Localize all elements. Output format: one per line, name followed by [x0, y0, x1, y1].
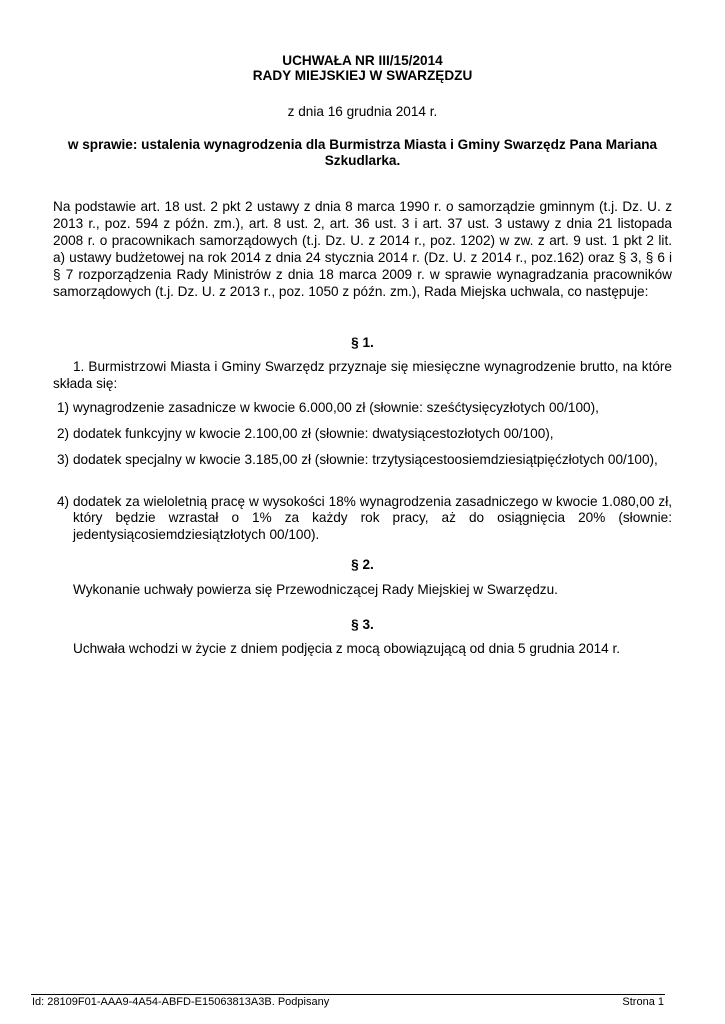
resolution-number: UCHWAŁA NR III/15/2014	[282, 53, 443, 68]
resolution-subject: w sprawie: ustalenia wynagrodzenia dla Burmistrza Miasta i Gminy Swarzędz Pana Mariana Szkudlarka.	[67, 137, 658, 168]
section-2-heading: § 2.	[351, 557, 374, 572]
list-item-text: dodatek za wieloletnią pracę w wysokości 18% wynagrodzenia zasadniczego w kwocie 1.080,00 zł, który będzie wzrastał o 1% za każdy rok pracy, aż do osiągnięcia 20% (słownie: jedentysiącosiemdziesiątzłotych 00/100).	[73, 494, 672, 542]
list-item	[53, 494, 672, 544]
list-item-text: dodatek funkcyjny w kwocie 2.100,00 zł (słownie: dwatysiącestozłotych 00/100),	[73, 426, 554, 441]
section-1-paragraph: 1. Burmistrzowi Miasta i Gminy Swarzędz przyznaje się miesięczne wynagrodzenie brutto, na które składa się:	[53, 359, 672, 391]
council-name: RADY MIEJSKIEJ W SWARZĘDZU	[252, 68, 473, 83]
list-item-text: dodatek specjalny w kwocie 3.185,00 zł (słownie: trzytysiącestoosiemdziesiątpięćzłotych 00/100),	[73, 452, 658, 467]
footer-document-id: Id: 28109F01-AAA9-4A54-ABFD-E15063813A3B. Podpisany	[32, 996, 330, 1008]
section-3-heading: § 3.	[351, 617, 374, 632]
list-item-number: 2)	[57, 426, 70, 441]
resolution-date: z dnia 16 grudnia 2014 r.	[287, 104, 438, 119]
legal-basis-paragraph: Na podstawie art. 18 ust. 2 pkt 2 ustawy z dnia 8 marca 1990 r. o samorządzie gminnym (t.j. Dz. U. z 2013 r., poz. 594 z późn. zm.), art. 8 ust. 2, art. 36 ust. 3 i art. 37 ust. 3 ustawy z dnia 21 listopada 2008 r. o pracownikach samorządowych (t.j. Dz. U. z 2014 r., poz. 1202) w zw. z art. 9 ust. 1 pkt 2 lit. a) ustawy budżetowej na rok 2014 z dnia 24 stycznia 2014 r. (Dz. U. z 2014 r., poz.162) oraz § 3, § 6 i § 7 rozporządzenia Rady Ministrów z dnia 18 marca 2009 r. w sprawie wynagradzania pracowników samorządowych (t.j. Dz. U. z 2013 r., poz. 1050 z późn. zm.), Rada Miejska uchwala, co następuje:	[53, 199, 672, 299]
list-item	[53, 400, 672, 426]
list-item-number: 1)	[57, 400, 70, 415]
footer-page-number: Strona 1	[622, 996, 664, 1008]
section-2-text: Wykonanie uchwały powierza się Przewodniczącej Rady Miejskiej w Swarzędzu.	[73, 582, 558, 597]
salary-components-list	[53, 400, 672, 544]
list-item-number: 3)	[57, 452, 70, 467]
footer-divider	[31, 994, 665, 995]
list-item-number: 4)	[57, 494, 70, 509]
section-3-text: Uchwała wchodzi w życie z dniem podjęcia z mocą obowiązującą od dnia 5 grudnia 2014 r.	[73, 641, 621, 656]
list-item-text: wynagrodzenie zasadnicze w kwocie 6.000,00 zł (słownie: sześćtysięcyzłotych 00/100),	[73, 400, 599, 415]
section-1-heading: § 1.	[351, 335, 374, 350]
list-item	[53, 426, 672, 452]
list-item	[53, 452, 672, 494]
